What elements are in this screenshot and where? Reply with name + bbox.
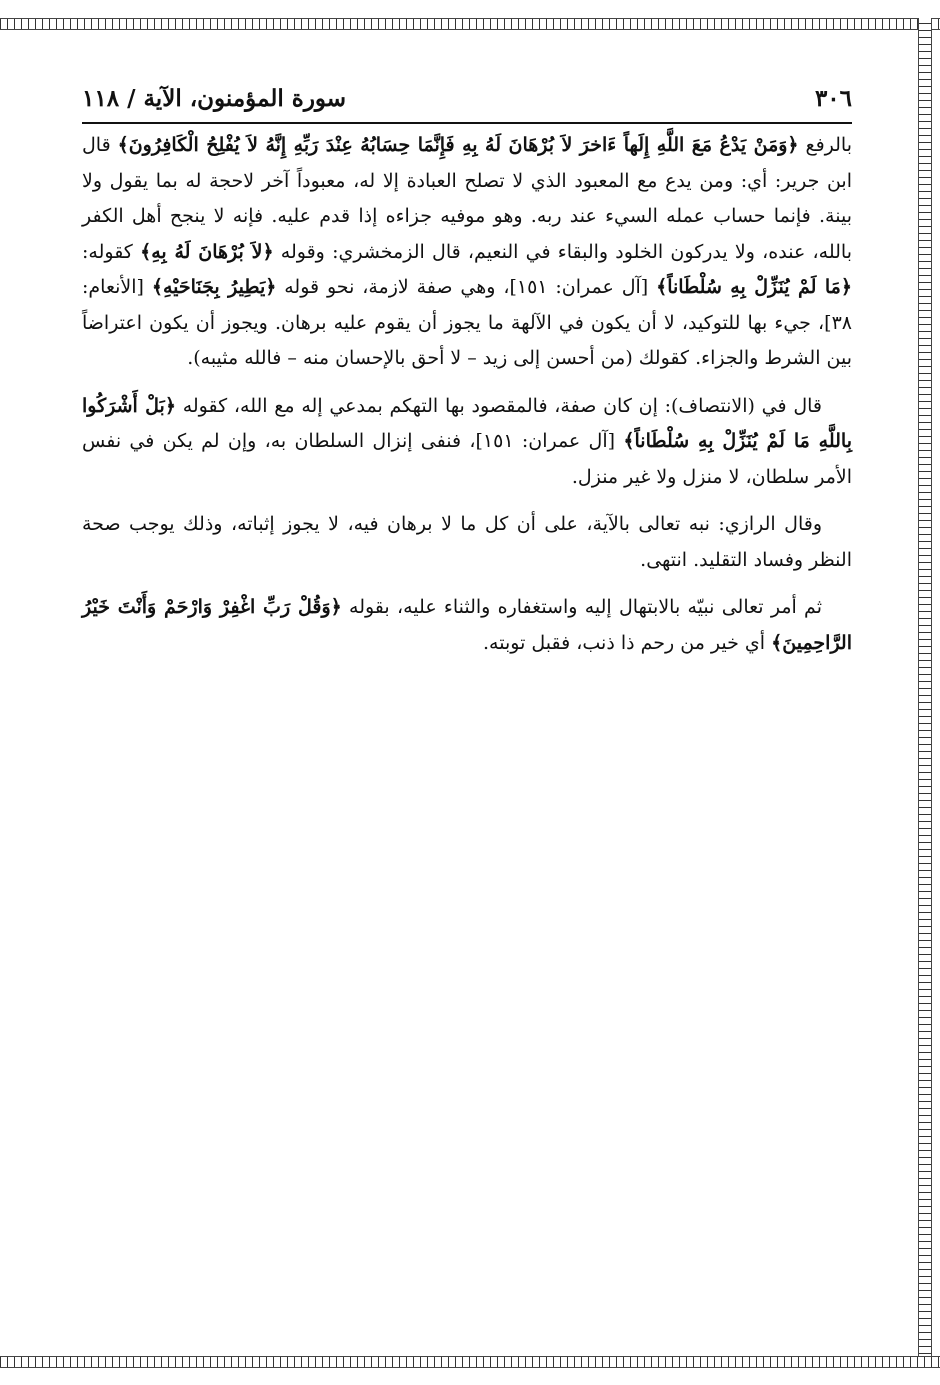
text-segment: [الأنعام: ٣٨]، جيء بها للتوكيد، لا أن يكون في الآلهة ما يجوز أن يقوم عليه برهان. ويجوز أن يكون اعتراضاً بين الشرط والجزاء. كقولك (من أحسن إلى زيد – لا أحق بالإحسان منه – فالله مثيبه). — [82, 276, 852, 369]
quran-verse: ﴿بَلْ أَشْرَكُوا بِاللَّهِ مَا لَمْ يُنَزِّلْ بِهِ سُلْطَاناً﴾ — [82, 394, 853, 452]
page-number: ٣٠٦ — [814, 84, 852, 112]
top-border-ornament — [0, 18, 940, 30]
quran-verse: ﴿وَمَنْ يَدْعُ مَعَ اللَّهِ إِلَهاً ءَاخرَ لاَ بُرْهَانَ لَهُ بِهِ فَإِنَّمَا حِسَابُهُ عِنْدَ رَبِّهِ إِنَّهُ لاَ يُفْلِحُ الْكَافِرُونَ﴾ — [117, 134, 799, 156]
paragraph-3 — [82, 507, 852, 578]
running-title: سورة المؤمنون، الآية / ١١٨ — [82, 84, 347, 112]
text-segment: بالرفع — [798, 134, 852, 156]
quran-verse: ﴿مَا لَمْ يُنَزِّلْ بِهِ سُلْطَاناً﴾ — [656, 276, 852, 298]
text-segment: [آل عمران: ١٥١]، فنفى إنزال السلطان به، وإن لم يكن في نفس الأمر سلطان، لا منزل ولا غير منزل. — [82, 430, 852, 488]
body-text — [82, 128, 852, 673]
text-segment: قال في (الانتصاف): إن كان صفة، فالمقصود بها التهكم بمدعي إله مع الله، كقوله — [175, 394, 822, 417]
text-segment: وقال الرازي: نبه تعالى بالآية، على أن كل ما لا برهان فيه، لا يجوز إثباته، وذلك يوجب صحة النظر وفساد التقليد. انتهى. — [82, 513, 852, 571]
bottom-border-ornament — [0, 1356, 940, 1368]
text-segment: كقوله: — [82, 240, 141, 263]
quran-verse: ﴿يَطِيرُ بِجَنَاحَيْهِ﴾ — [151, 276, 277, 298]
text-segment: أي خير من رحم ذا ذنب، فقبل توبته. — [483, 631, 772, 654]
text-segment: قال ابن جرير: أي: ومن يدع مع المعبود الذي لا تصلح العبادة إلا له، معبوداً آخر لاحجة له بما يقول ولا بينة. فإنما حساب عمله السيء عند ربه. وهو موفيه جزاءه إذا قدم عليه. فإنه لا ينجح أهل الكفر بالله، عنده، ولا يدركون الخلود والبقاء في النعيم، قال الزمخشري: وقوله — [82, 134, 852, 263]
text-segment: ثم أمر تعالى نبيّه بالابتهال إليه واستغفاره والثناء عليه، بقوله — [341, 596, 822, 618]
paragraph-2 — [82, 389, 852, 496]
header-rule — [82, 122, 852, 124]
quran-verse: ﴿لاَ بُرْهَانَ لَهُ بِهِ﴾ — [140, 240, 274, 263]
paragraph-4 — [82, 590, 852, 661]
quran-verse: ﴿وَقُلْ رَبِّ اغْفِرْ وَارْحَمْ وَأَنْتَ خَيْرُ الرَّاحِمِينَ﴾ — [82, 596, 852, 654]
page-header — [82, 78, 852, 118]
paragraph-1 — [82, 128, 852, 377]
right-border-ornament — [918, 18, 932, 1368]
text-segment: [آل عمران: ١٥١]، وهي صفة لازمة، نحو قوله — [276, 276, 657, 298]
